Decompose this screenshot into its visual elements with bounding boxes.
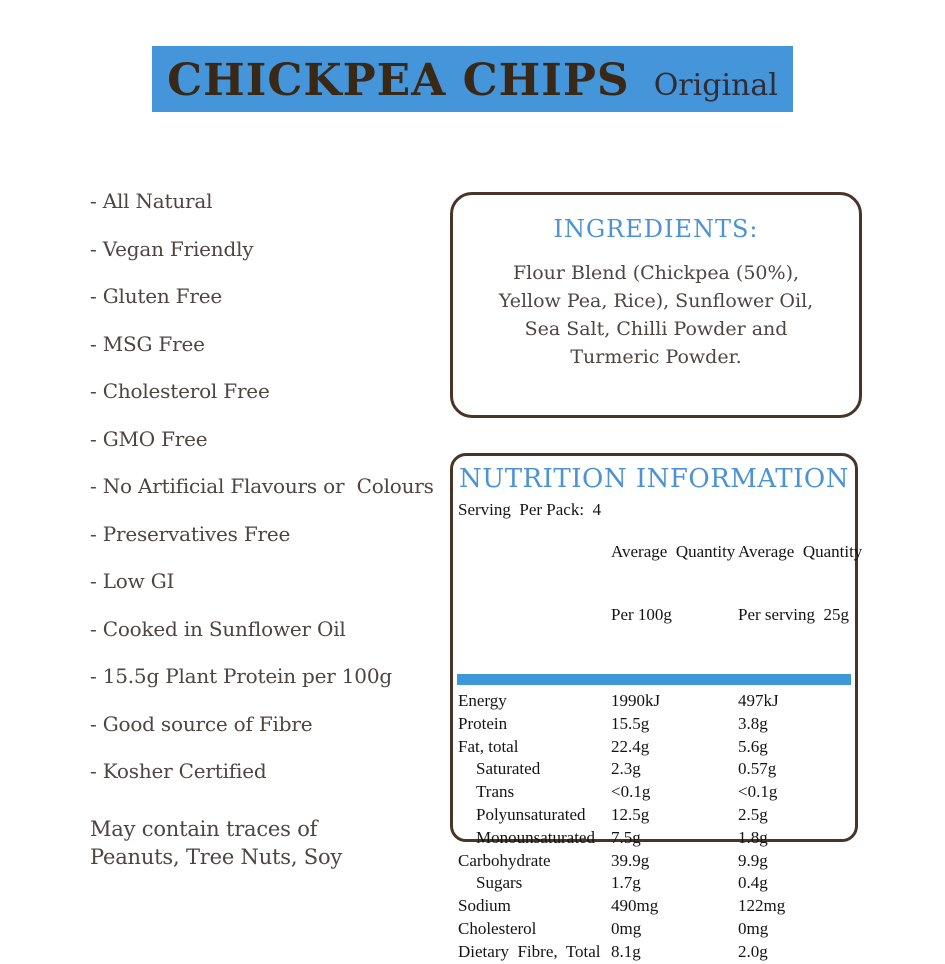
nutrition-box: [450, 453, 863, 961]
product-variant: Original: [653, 68, 778, 103]
nutrient-label: Sodium: [458, 896, 511, 916]
ingredients-box: [450, 192, 862, 418]
nutrient-per-serving: 0.4g: [738, 873, 768, 893]
nutrition-row: [453, 895, 855, 918]
nutrient-per-100g: 8.1g: [611, 941, 641, 961]
table-divider-bar: [457, 674, 851, 685]
allergen-note: May contain traces of Peanuts, Tree Nuts, Soy: [90, 817, 343, 869]
nutrient-per-serving: 122mg: [738, 896, 786, 916]
nutrition-row: [453, 850, 855, 873]
feature-item: - Good source of Fibre: [90, 711, 313, 736]
nutrition-row: [453, 758, 855, 781]
header-banner: [152, 46, 793, 112]
nutrient-per-serving: 0.57g: [738, 759, 777, 779]
nutrient-per-100g: <0.1g: [611, 782, 651, 802]
nutrient-per-serving: 0mg: [738, 918, 769, 938]
column-header-per-100g: Average Quantity Per 100g: [611, 542, 736, 624]
feature-item: - Cooked in Sunflower Oil: [90, 616, 346, 641]
nutrient-per-serving: <0.1g: [738, 782, 778, 802]
nutrient-per-serving: 497kJ: [738, 691, 779, 710]
feature-item: - GMO Free: [90, 426, 208, 451]
nutrition-row: [453, 827, 855, 850]
feature-list: [90, 190, 435, 808]
feature-item: - Gluten Free: [90, 284, 222, 308]
nutrient-label: Sugars: [476, 873, 523, 893]
nutrition-row: [453, 736, 855, 759]
nutrient-label: Energy: [458, 691, 507, 710]
feature-item: - No Artificial Flavours or Colours: [90, 474, 434, 498]
nutrient-per-100g: 490mg: [611, 896, 659, 916]
nutrient-label: Carbohydrate: [458, 850, 551, 870]
nutrition-row: [453, 804, 855, 827]
feature-item: - All Natural: [90, 189, 213, 213]
feature-item: - MSG Free: [90, 331, 205, 356]
allergen-note-wrap: [90, 805, 435, 871]
nutrient-label: Dietary Fibre, Total: [458, 941, 601, 961]
nutrition-row: [453, 872, 855, 895]
nutrient-label: Protein: [458, 713, 508, 733]
feature-item: - 15.5g Plant Protein per 100g: [90, 664, 392, 688]
nutrient-per-100g: 12.5g: [611, 804, 650, 824]
feature-item: - Kosher Certified: [90, 759, 267, 783]
nutrient-label: Polyunsaturated: [476, 804, 586, 824]
nutrient-per-100g: 1.7g: [611, 873, 641, 893]
feature-item: - Low GI: [90, 569, 175, 593]
nutrition-row: [453, 781, 855, 804]
nutrition-row: [453, 918, 855, 941]
nutrient-label: Cholesterol: [458, 918, 537, 938]
product-title: CHICKPEA CHIPS: [167, 55, 630, 106]
header-banner-text: [167, 48, 778, 114]
nutrient-per-serving: 5.6g: [738, 736, 768, 756]
nutrient-per-serving: 3.8g: [738, 713, 768, 733]
nutrient-label: Saturated: [476, 759, 541, 779]
nutrient-per-100g: 2.3g: [611, 759, 641, 779]
ingredients-title: INGREDIENTS:: [553, 215, 759, 243]
nutrition-row: [453, 941, 855, 964]
nutrition-row: [453, 713, 855, 736]
nutrition-rows: [453, 690, 855, 964]
nutrition-table: [453, 499, 863, 964]
nutrient-per-100g: 7.5g: [611, 827, 641, 847]
ingredients-text: Flour Blend (Chickpea (50%), Yellow Pea, Rice), Sunflower Oil, Sea Salt, Chilli Powder and Turmeric Powder.: [498, 262, 814, 368]
nutrient-per-serving: 2.0g: [738, 941, 768, 961]
column-header-per-serving: Average Quantity Per serving 25g: [738, 542, 863, 624]
nutrition-title: NUTRITION INFORMATION: [459, 464, 849, 494]
nutrition-table-header: [453, 499, 863, 667]
nutrient-label: Monounsaturated: [476, 827, 595, 847]
nutrient-per-serving: 1.8g: [738, 827, 768, 847]
nutrient-per-serving: 2.5g: [738, 804, 768, 824]
nutrition-row: [453, 690, 855, 713]
serving-note: Serving Per Pack: 4: [458, 500, 602, 519]
feature-item: - Preservatives Free: [90, 521, 291, 546]
feature-item: - Cholesterol Free: [90, 379, 270, 403]
nutrient-per-100g: 39.9g: [611, 850, 650, 870]
nutrient-per-100g: 0mg: [611, 918, 642, 938]
nutrient-per-100g: 15.5g: [611, 713, 650, 733]
nutrient-per-serving: 9.9g: [738, 850, 768, 870]
nutrient-label: Fat, total: [458, 736, 519, 756]
feature-item: - Vegan Friendly: [90, 236, 254, 261]
nutrient-per-100g: 1990kJ: [611, 691, 661, 710]
nutrient-label: Trans: [476, 782, 515, 802]
nutrient-per-100g: 22.4g: [611, 736, 650, 756]
